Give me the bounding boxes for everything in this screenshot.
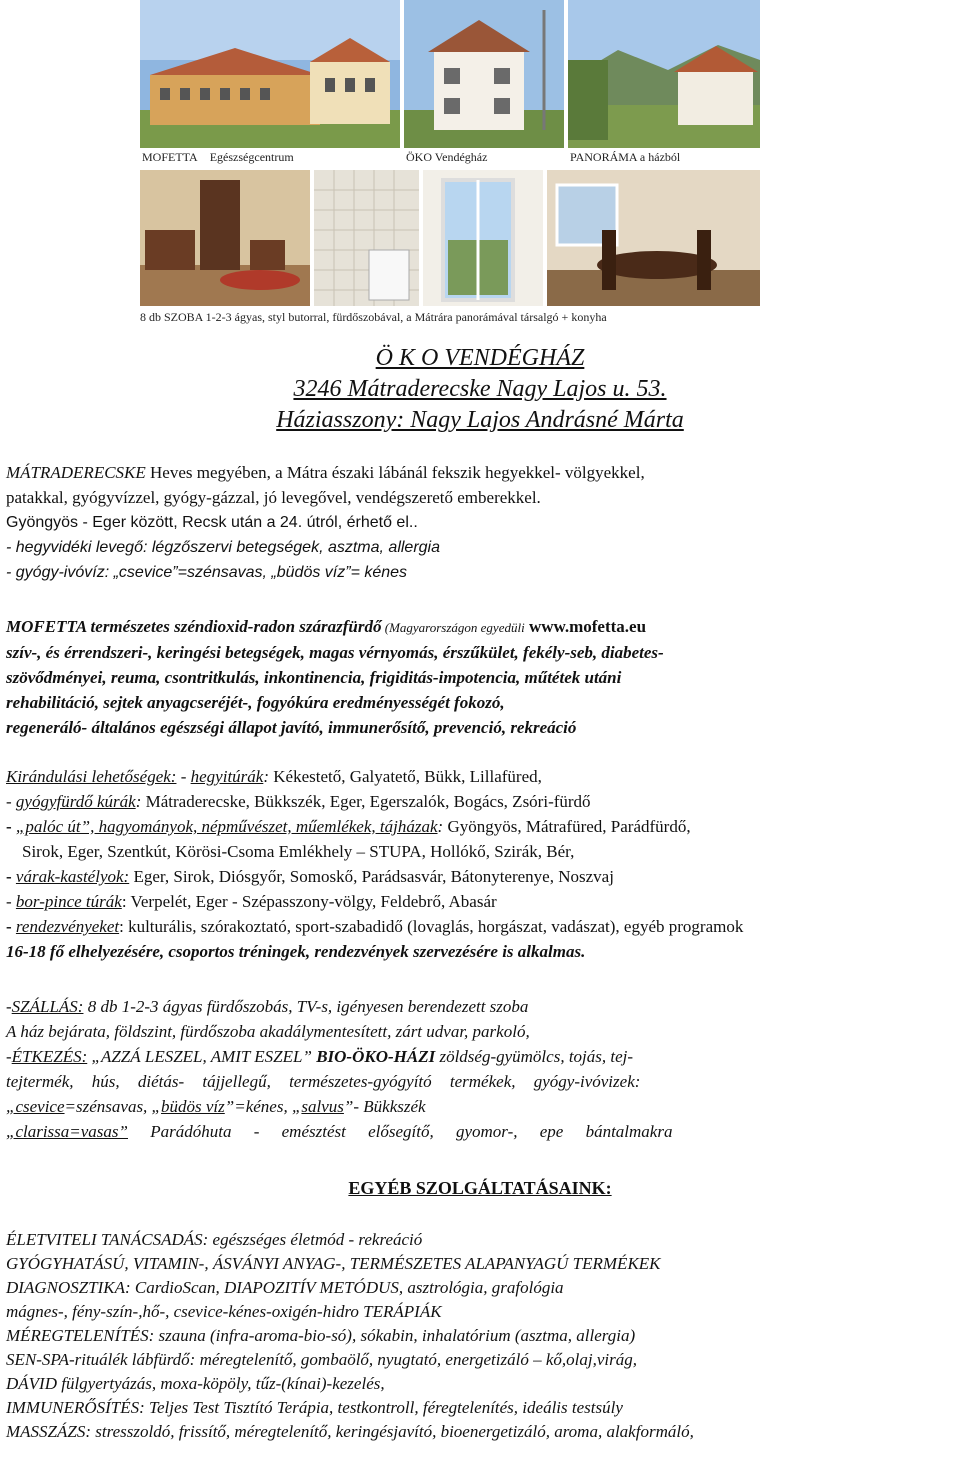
trips-capacity: 16-18 fő elhelyezésére, csoportos tréningek, rendezvények szervezésére is alkalmas. <box>6 942 586 961</box>
caption-eco-guesthouse: ÖKO Vendégház <box>404 148 564 166</box>
food-text: „AZZÁ LESZEL, AMIT ESZEL” <box>87 1047 317 1066</box>
guesthouse-address: 3246 Mátraderecske Nagy Lajos u. 53. <box>293 376 667 402</box>
trips-hiking: Kékestető, Galyatető, Bükk, Lillafüred, <box>269 767 542 786</box>
service-item: mágnes-, fény-szín-,hő-, csevice-kénes-oxigén-hidro TERÁPIÁK <box>6 1302 442 1321</box>
trips-label-castles: várak-kastélyok: <box>15 867 130 886</box>
photo-collage <box>140 0 760 330</box>
intro-section <box>6 460 956 585</box>
guesthouse-title: Ö K O VENDÉGHÁZ <box>375 345 585 371</box>
services-list <box>6 1228 956 1444</box>
water-clarissa: „clarissa=vasas” <box>6 1122 128 1141</box>
stay-text: 8 db 1-2-3 ágyas fürdőszobás, TV-s, igényesen berendezett szoba <box>83 997 529 1016</box>
trips-spa: Mátraderecske, Bükkszék, Eger, Egerszalók, Bogács, Zsóri-fürdő <box>141 792 591 811</box>
trips-wine: : Verpelét, Eger - Szépasszony-völgy, Feldebrő, Abasár <box>121 892 497 911</box>
service-item: IMMUNERŐSÍTÉS: Teljes Test Tisztító Terápia, testkontroll, féregtelenítés, ideális testsúly <box>6 1398 623 1417</box>
photo-panorama <box>568 0 760 166</box>
water-budos: büdös víz <box>161 1097 225 1116</box>
photo-mofetta-building <box>140 0 400 166</box>
intro-place: MÁTRADERECSKE <box>6 463 146 482</box>
mofetta-note: (Magyarországon egyedüli <box>381 620 525 635</box>
trips-palocz: Gyöngyös, Mátrafüred, Parádfürdő, <box>443 817 691 836</box>
trips-events: : kulturális, szórakoztató, sport-szabadidő (lovaglás, horgászat, vadászat), egyéb programok <box>119 917 744 936</box>
caption-health-center: Egészségcentrum <box>209 150 294 164</box>
service-item: SEN-SPA-rituálék lábfürdő: méregtelenítő, gombaölő, nyugtató, energetizáló – kő,olaj,virág, <box>6 1350 637 1369</box>
stay-line-2: A ház bejárata, földszint, fürdőszoba akadálymentesített, zárt udvar, parkoló, <box>6 1022 530 1041</box>
trips-heading: Kirándulási lehetőségek: <box>6 767 177 786</box>
trips-castles: Eger, Sirok, Diósgyőr, Somoskő, Parádsasvár, Bátonyterenye, Noszvaj <box>129 867 614 886</box>
services-title-text: EGYÉB SZOLGÁLTATÁSAINK: <box>348 1178 612 1198</box>
intro-line-2: patakkal, gyógyvízzel, gyógy-gázzal, jó levegővel, vendégszerető emberekkel. <box>6 488 541 507</box>
water-salvus: salvus <box>301 1097 344 1116</box>
mofetta-url[interactable]: www.mofetta.eu <box>524 617 647 636</box>
stay-label: SZÁLLÁS: <box>11 997 84 1016</box>
mofetta-line-3: rehabilitáció, sejtek anyagcseréjét-, fogyókúra eredményességét fokozó, <box>6 693 505 712</box>
photo-window <box>423 170 543 306</box>
trips-label-events: rendezvényeket <box>15 917 120 936</box>
caption-mofetta: MOFETTA <box>142 150 198 164</box>
trips-section: Kirándulási lehetőségek: - hegyitúrák: Kékestető, Galyatető, Bükk, Lillafüred, - gyógyfürdő kúrák: Mátraderecske, Bükkszék, Eger, Egerszalók, Bogács, Zsóri-fürdő - „palóc út”, hagyományok, népművészet, műemlékek, tájházak: Gyöngyös, Mátrafüred, Parádfürdő, Sirok, Eger, Szentkút, Körösi-Csoma Emlékhely – STUPA, Hollókő, Szirák, Bér, - várak-kastélyok: Eger, Sirok, Diósgyőr, Somoskő, Parádsasvár, Bátonyterenye, Noszvaj - bor-pince túrák: Verpelét, Eger - Szépasszony-völgy, Feldebrő, Abasár - rendezvényeket: kulturális, szórakoztató, sport-szabadidő (lovaglás, horgászat, vadászat), egyéb programok 16-18 fő elhelyezésére, csoportos tréningek, rendezvények szervezésére is alkalmas. <box>6 764 956 964</box>
water-text-1: =szénsavas, „ <box>64 1097 162 1116</box>
stay-line-4: tejtermék, hús, diétás- tájjellegű, természetes-gyógyító termékek, gyógy-ivóvizek: <box>6 1072 641 1091</box>
guesthouse-host: Háziasszony: Nagy Lajos Andrásné Márta <box>276 407 684 433</box>
services-title <box>0 1178 960 1199</box>
trips-label-spa: gyógyfürdő kúrák <box>15 792 136 811</box>
photo-dining <box>547 170 760 306</box>
trips-palocz-cont: Sirok, Eger, Szentkút, Körösi-Csoma Emlékhely – STUPA, Hollókő, Szirák, Bér, <box>22 842 575 861</box>
photo-bathroom <box>314 170 419 306</box>
caption-panorama: PANORÁMA a házból <box>568 148 760 166</box>
photo-guesthouse <box>404 0 564 166</box>
intro-line-1: Heves megyében, a Mátra északi lábánál fekszik hegyekkel- völgyekkel, <box>145 463 645 482</box>
trips-label-hiking: hegyitúrák <box>190 767 264 786</box>
mofetta-line-4: regeneráló- általános egészségi állapot javító, immunerősítő, prevenció, rekreáció <box>6 718 577 737</box>
intro-line-5: - gyógy-ivóvíz: „csevice”=szénsavas, „büdös víz”= kénes <box>6 564 408 581</box>
mofetta-line-2: szövődményei, reuma, csontritkulás, inkontinencia, frigiditás-impotencia, műtétek utáni <box>6 668 622 687</box>
mofetta-line-1: szív-, és érrendszeri-, keringési betegségek, magas vérnyomás, érszűkület, fekély-seb, diabetes- <box>6 643 664 662</box>
mofetta-section <box>6 614 956 740</box>
mofetta-heading: MOFETTA természetes széndioxid-radon szárazfürdő <box>6 617 382 636</box>
food-bold: BIO-ÖKO-HÁZI <box>316 1047 436 1066</box>
water-text-2: ”=kénes, „ <box>224 1097 302 1116</box>
service-item: ÉLETVITELI TANÁCSADÁS: egészséges életmód - rekreáció <box>6 1230 423 1249</box>
water-csevice: „csevice <box>6 1097 65 1116</box>
service-item: DÁVID fülgyertyázás, moxa-köpöly, tűz-(kínai)-kezelés, <box>6 1374 385 1393</box>
water-clarissa-text: Parádóhuta - emésztést elősegítő, gyomor-, epe bántalmakra <box>128 1122 673 1141</box>
intro-line-4: - hegyvidéki levegő: légzőszervi betegségek, asztma, allergia <box>6 539 441 556</box>
trips-label-wine: bor-pince túrák <box>15 892 122 911</box>
service-item: MÉREGTELENÍTÉS: szauna (infra-aroma-bio-só), sókabin, inhalatórium (asztma, allergia) <box>6 1326 636 1345</box>
photo-room <box>140 170 310 306</box>
stay-section: -SZÁLLÁS: 8 db 1-2-3 ágyas fürdőszobás, TV-s, igényesen berendezett szoba A ház bejárata, földszint, fürdőszoba akadálymentesített, zárt udvar, parkoló, -ÉTKEZÉS: „AZZÁ LESZEL, AMIT ESZEL” BIO-ÖKO-HÁZI zöldség-gyümölcs, tojás, tej- tejtermék, hús, diétás- tájjellegű, természetes-gyógyító termékek, gyógy-ivóvizek: „csevice=szénsavas, „büdös víz”=kénes, „salvus”- Bükkszék „clarissa=vasas” Parádóhuta - emésztést elősegítő, gyomor-, epe bántalmakra <box>6 994 956 1144</box>
service-item: MASSZÁZS: stresszoldó, frissítő, méregtelenítő, keringésjavító, bioenergetizáló, aroma, alakformáló, <box>6 1422 694 1441</box>
caption-rooms: 8 db SZOBA 1-2-3 ágyas, styl butorral, fürdőszobával, a Mátrára panorámával társalgó + konyha <box>140 310 607 324</box>
food-label: ÉTKEZÉS: <box>11 1047 88 1066</box>
service-item: GYÓGYHATÁSÚ, VITAMIN-, ÁSVÁNYI ANYAG-, TERMÉSZETES ALAPANYAGÚ TERMÉKEK <box>6 1254 661 1273</box>
trips-label-palocz: „palóc út”, hagyományok, népművészet, műemlékek, tájházak <box>15 817 438 836</box>
intro-line-3: Gyöngyös - Eger között, Recsk után a 24. útról, érhető el.. <box>6 514 418 531</box>
service-item: DIAGNOSZTIKA: CardioScan, DIAPOZITÍV METÓDUS, asztrológia, grafológia <box>6 1278 564 1297</box>
water-text-3: ”- Bükkszék <box>343 1097 426 1116</box>
food-rest: zöldség-gyümölcs, tojás, tej- <box>435 1047 634 1066</box>
